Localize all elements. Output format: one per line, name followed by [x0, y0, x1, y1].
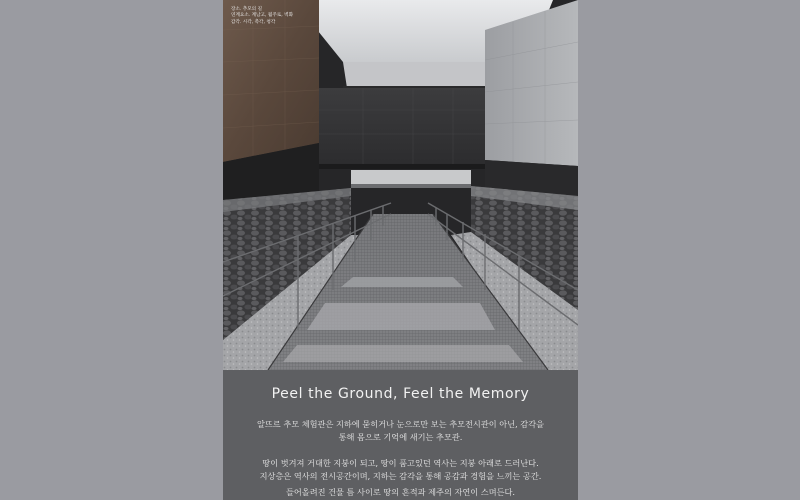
description-panel — [223, 370, 578, 500]
paragraph-line: 들어올려진 건물 틈 사이로 땅의 흔적과 제주의 자연이 스며든다. — [285, 487, 516, 497]
tag-senses: 감각. 시각, 촉각, 청각 — [231, 19, 276, 25]
concept-tags — [231, 7, 293, 26]
poster-board — [223, 0, 578, 500]
walkway-perspective-image — [223, 0, 578, 370]
headline: Peel the Ground, Feel the Memory — [271, 386, 530, 402]
paragraph-nature — [223, 486, 578, 499]
paragraph-structure — [223, 457, 578, 482]
tag-place: 장소. 추모의 길 — [231, 7, 263, 12]
paragraph-line: 통해 몸으로 기억에 새기는 추모관. — [338, 431, 463, 442]
tag-connections: 연계요소. 계남고, 월주로, 벽화 — [231, 13, 294, 19]
paragraph-line: 지상층은 역사의 전시공간이며, 지하는 감각을 통해 공감과 경험을 느끼는 공간. — [259, 470, 542, 481]
paragraph-line: 알뜨르 추모 체험관은 지하에 묻히거나 눈으로만 보는 추모전시관이 아닌, 감각을 — [256, 419, 545, 429]
paragraph-concept — [223, 418, 578, 443]
architectural-rendering — [223, 0, 578, 370]
paragraph-line: 땅이 벗겨져 거대한 지붕이 되고, 땅이 품고있던 역사는 지붕 아래로 드러난다. — [262, 458, 539, 468]
